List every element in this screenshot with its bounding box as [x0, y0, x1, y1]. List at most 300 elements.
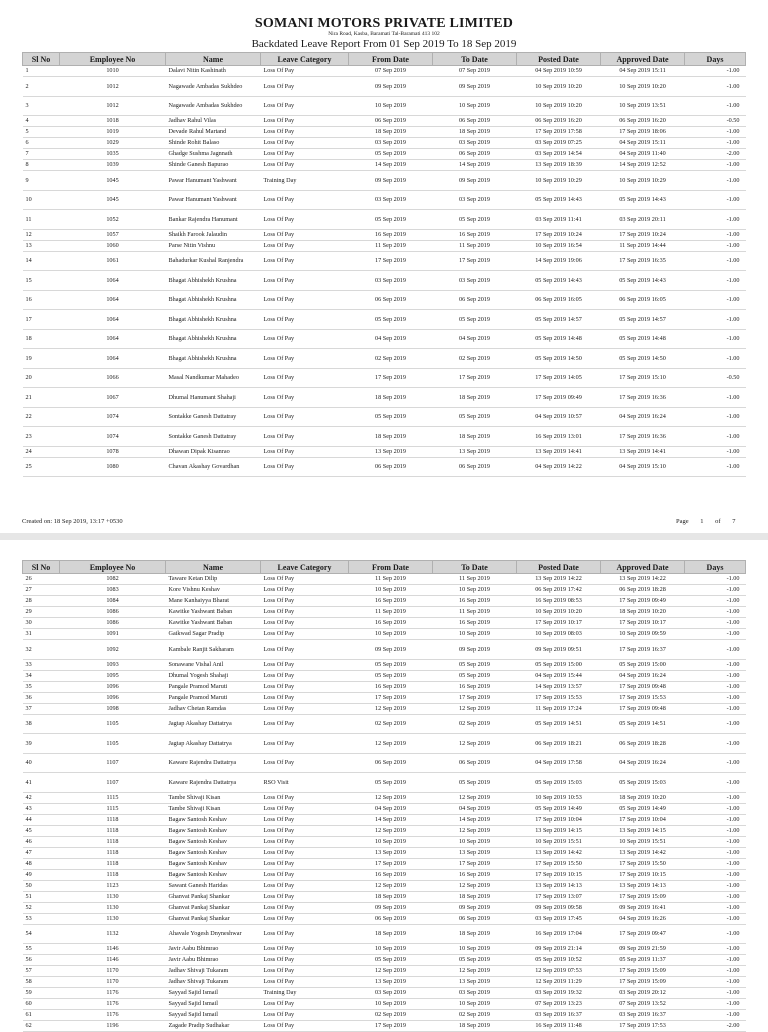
- cell-posted-date: 04 Sep 2019 17:58: [517, 753, 601, 773]
- cell-sl-no: 35: [23, 681, 60, 692]
- cell-sl-no: 13: [23, 240, 60, 251]
- table-row: [23, 692, 746, 703]
- cell-approved-date: 03 Sep 2019 20:12: [601, 988, 685, 999]
- cell-from-date: 18 Sep 2019: [349, 388, 433, 408]
- cell-posted-date: 11 Sep 2019 17:24: [517, 703, 601, 714]
- cell-approved-date: 14 Sep 2019 12:52: [601, 160, 685, 171]
- cell-employee-no: 1130: [60, 891, 166, 902]
- table-row: [23, 251, 746, 271]
- cell-days: -1.00: [685, 210, 746, 230]
- cell-name: Mane Kanhaiyya Bharat: [166, 596, 261, 607]
- cell-sl-no: 43: [23, 803, 60, 814]
- cell-from-date: 02 Sep 2019: [349, 349, 433, 369]
- table-row: [23, 618, 746, 629]
- cell-name: Kambale Ranjit Sakharam: [166, 640, 261, 660]
- table-row: [23, 847, 746, 858]
- cell-days: -1.00: [685, 290, 746, 310]
- cell-approved-date: 09 Sep 2019 21:59: [601, 944, 685, 955]
- table-row: [23, 446, 746, 457]
- cell-employee-no: 1176: [60, 999, 166, 1010]
- cell-sl-no: 30: [23, 618, 60, 629]
- cell-posted-date: 13 Sep 2019 14:42: [517, 847, 601, 858]
- cell-from-date: 16 Sep 2019: [349, 596, 433, 607]
- cell-sl-no: 22: [23, 407, 60, 427]
- cell-days: -1.00: [685, 977, 746, 988]
- cell-to-date: 11 Sep 2019: [433, 574, 517, 585]
- cell-approved-date: 05 Sep 2019 14:51: [601, 714, 685, 734]
- table-row: [23, 988, 746, 999]
- cell-employee-no: 1084: [60, 596, 166, 607]
- cell-sl-no: 34: [23, 670, 60, 681]
- cell-to-date: 18 Sep 2019: [433, 891, 517, 902]
- cell-approved-date: 03 Sep 2019 16:37: [601, 1010, 685, 1021]
- cell-leave-category: Loss Of Pay: [261, 792, 349, 803]
- cell-name: Bhagat Abhishekh Krushna: [166, 310, 261, 330]
- table-row: [23, 427, 746, 447]
- cell-posted-date: 09 Sep 2019 09:58: [517, 902, 601, 913]
- cell-from-date: 05 Sep 2019: [349, 659, 433, 670]
- table-row: [23, 773, 746, 793]
- table-row: [23, 659, 746, 670]
- cell-from-date: 04 Sep 2019: [349, 329, 433, 349]
- table-row: [23, 891, 746, 902]
- cell-to-date: 11 Sep 2019: [433, 607, 517, 618]
- cell-posted-date: 05 Sep 2019 15:00: [517, 659, 601, 670]
- cell-name: Bagaw Santosh Keshav: [166, 847, 261, 858]
- cell-approved-date: 17 Sep 2019 15:09: [601, 891, 685, 902]
- company-address: Nira Road, Kasba, Baramati Tal-Baramati 413 102: [328, 31, 440, 37]
- cell-name: Bagaw Santosh Keshav: [166, 869, 261, 880]
- cell-employee-no: 1086: [60, 607, 166, 618]
- cell-sl-no: 48: [23, 858, 60, 869]
- cell-days: -1.00: [685, 869, 746, 880]
- cell-name: Devade Rahul Martand: [166, 127, 261, 138]
- cell-to-date: 16 Sep 2019: [433, 596, 517, 607]
- cell-leave-category: Loss Of Pay: [261, 116, 349, 127]
- cell-sl-no: 21: [23, 388, 60, 408]
- cell-name: Jadhav Rahul Vilas: [166, 116, 261, 127]
- cell-posted-date: 12 Sep 2019 11:29: [517, 977, 601, 988]
- cell-to-date: 12 Sep 2019: [433, 792, 517, 803]
- cell-approved-date: 17 Sep 2019 10:24: [601, 229, 685, 240]
- cell-posted-date: 17 Sep 2019 10:17: [517, 618, 601, 629]
- cell-days: -1.00: [685, 692, 746, 703]
- cell-leave-category: Loss Of Pay: [261, 149, 349, 160]
- cell-leave-category: Loss Of Pay: [261, 891, 349, 902]
- cell-to-date: 17 Sep 2019: [433, 368, 517, 388]
- cell-approved-date: 17 Sep 2019 16:36: [601, 388, 685, 408]
- cell-from-date: 12 Sep 2019: [349, 792, 433, 803]
- cell-sl-no: 19: [23, 349, 60, 369]
- table-header-row: [23, 561, 746, 574]
- page-indicator: [676, 518, 745, 525]
- cell-days: -1.00: [685, 703, 746, 714]
- table-row: [23, 1021, 746, 1032]
- cell-name: Zagade Pradip Sudhakar: [166, 1021, 261, 1032]
- cell-to-date: 18 Sep 2019: [433, 127, 517, 138]
- cell-to-date: 09 Sep 2019: [433, 171, 517, 191]
- cell-employee-no: 1035: [60, 149, 166, 160]
- cell-from-date: 18 Sep 2019: [349, 127, 433, 138]
- cell-name: Ghadge Sushma Jagnnath: [166, 149, 261, 160]
- cell-posted-date: 10 Sep 2019 10:29: [517, 171, 601, 191]
- cell-name: Sayyad Sajid Ismail: [166, 999, 261, 1010]
- cell-leave-category: Training Day: [261, 171, 349, 191]
- cell-employee-no: 1092: [60, 640, 166, 660]
- cell-from-date: 10 Sep 2019: [349, 999, 433, 1010]
- cell-name: Taware Ketan Dilip: [166, 574, 261, 585]
- cell-leave-category: Loss Of Pay: [261, 714, 349, 734]
- table-row: [23, 240, 746, 251]
- cell-from-date: 12 Sep 2019: [349, 825, 433, 836]
- cell-posted-date: 13 Sep 2019 18:39: [517, 160, 601, 171]
- col-days: Days: [685, 53, 746, 66]
- cell-posted-date: 09 Sep 2019 21:14: [517, 944, 601, 955]
- cell-from-date: 10 Sep 2019: [349, 96, 433, 116]
- cell-posted-date: 10 Sep 2019 10:20: [517, 607, 601, 618]
- table-row: [23, 66, 746, 77]
- cell-to-date: 10 Sep 2019: [433, 96, 517, 116]
- cell-posted-date: 17 Sep 2019 15:50: [517, 858, 601, 869]
- cell-name: Parse Nitin Vishnu: [166, 240, 261, 251]
- cell-posted-date: 03 Sep 2019 19:32: [517, 988, 601, 999]
- cell-leave-category: Loss Of Pay: [261, 77, 349, 97]
- cell-approved-date: 05 Sep 2019 15:03: [601, 773, 685, 793]
- col-from-date: From Date: [349, 561, 433, 574]
- cell-posted-date: 06 Sep 2019 16:05: [517, 290, 601, 310]
- cell-leave-category: Loss Of Pay: [261, 659, 349, 670]
- cell-approved-date: 05 Sep 2019 14:50: [601, 349, 685, 369]
- cell-name: Kawitke Yashwant Baban: [166, 618, 261, 629]
- cell-posted-date: 13 Sep 2019 14:13: [517, 880, 601, 891]
- cell-employee-no: 1095: [60, 670, 166, 681]
- cell-leave-category: Loss Of Pay: [261, 585, 349, 596]
- cell-days: -1.00: [685, 999, 746, 1010]
- cell-employee-no: 1132: [60, 924, 166, 944]
- cell-sl-no: 10: [23, 190, 60, 210]
- cell-leave-category: Loss Of Pay: [261, 127, 349, 138]
- cell-approved-date: 05 Sep 2019 15:00: [601, 659, 685, 670]
- cell-sl-no: 7: [23, 149, 60, 160]
- cell-approved-date: 05 Sep 2019 14:49: [601, 803, 685, 814]
- cell-approved-date: 04 Sep 2019 15:11: [601, 138, 685, 149]
- cell-name: Ghanvat Pankaj Shankar: [166, 913, 261, 924]
- cell-approved-date: 06 Sep 2019 18:28: [601, 734, 685, 754]
- cell-to-date: 09 Sep 2019: [433, 902, 517, 913]
- cell-days: -1.00: [685, 96, 746, 116]
- cell-name: Nagawade Ambadas Sukhdeo: [166, 96, 261, 116]
- cell-days: -1.00: [685, 190, 746, 210]
- cell-days: -1.00: [685, 388, 746, 408]
- cell-sl-no: 38: [23, 714, 60, 734]
- cell-to-date: 06 Sep 2019: [433, 149, 517, 160]
- cell-to-date: 06 Sep 2019: [433, 116, 517, 127]
- col-approved-date: Approved Date: [601, 561, 685, 574]
- cell-posted-date: 17 Sep 2019 10:24: [517, 229, 601, 240]
- cell-sl-no: 56: [23, 955, 60, 966]
- cell-days: -1.00: [685, 924, 746, 944]
- cell-employee-no: 1170: [60, 977, 166, 988]
- cell-employee-no: 1176: [60, 1010, 166, 1021]
- cell-days: -1.00: [685, 271, 746, 291]
- cell-from-date: 10 Sep 2019: [349, 585, 433, 596]
- cell-employee-no: 1067: [60, 388, 166, 408]
- cell-sl-no: 26: [23, 574, 60, 585]
- cell-leave-category: Loss Of Pay: [261, 457, 349, 477]
- cell-to-date: 06 Sep 2019: [433, 913, 517, 924]
- table-row: [23, 190, 746, 210]
- cell-leave-category: Loss Of Pay: [261, 640, 349, 660]
- cell-approved-date: 17 Sep 2019 17:53: [601, 1021, 685, 1032]
- cell-name: Bankar Rajendra Hanumant: [166, 210, 261, 230]
- cell-name: Tambe Shivaji Kisan: [166, 792, 261, 803]
- cell-name: Bagaw Santosh Keshav: [166, 825, 261, 836]
- cell-employee-no: 1045: [60, 190, 166, 210]
- cell-employee-no: 1123: [60, 880, 166, 891]
- cell-leave-category: Loss Of Pay: [261, 825, 349, 836]
- cell-from-date: 06 Sep 2019: [349, 753, 433, 773]
- cell-sl-no: 29: [23, 607, 60, 618]
- cell-posted-date: 17 Sep 2019 15:53: [517, 692, 601, 703]
- cell-to-date: 17 Sep 2019: [433, 251, 517, 271]
- cell-name: Dalavi Nitin Kashinath: [166, 66, 261, 77]
- cell-posted-date: 10 Sep 2019 08:03: [517, 629, 601, 640]
- cell-posted-date: 17 Sep 2019 17:58: [517, 127, 601, 138]
- cell-sl-no: 31: [23, 629, 60, 640]
- table-row: [23, 924, 746, 944]
- cell-leave-category: Loss Of Pay: [261, 160, 349, 171]
- cell-posted-date: 05 Sep 2019 14:43: [517, 190, 601, 210]
- col-name: Name: [166, 561, 261, 574]
- cell-to-date: 05 Sep 2019: [433, 210, 517, 230]
- cell-posted-date: 06 Sep 2019 16:20: [517, 116, 601, 127]
- cell-days: -1.00: [685, 138, 746, 149]
- cell-approved-date: 17 Sep 2019 15:09: [601, 977, 685, 988]
- cell-posted-date: 05 Sep 2019 15:03: [517, 773, 601, 793]
- cell-posted-date: 05 Sep 2019 14:43: [517, 271, 601, 291]
- cell-leave-category: Loss Of Pay: [261, 210, 349, 230]
- cell-from-date: 17 Sep 2019: [349, 858, 433, 869]
- cell-leave-category: Loss Of Pay: [261, 814, 349, 825]
- cell-employee-no: 1118: [60, 847, 166, 858]
- cell-approved-date: 10 Sep 2019 10:20: [601, 77, 685, 97]
- cell-from-date: 12 Sep 2019: [349, 880, 433, 891]
- table-row: [23, 388, 746, 408]
- cell-to-date: 13 Sep 2019: [433, 977, 517, 988]
- cell-approved-date: 17 Sep 2019 15:10: [601, 368, 685, 388]
- cell-name: Bhagat Abhishekh Krushna: [166, 271, 261, 291]
- cell-from-date: 09 Sep 2019: [349, 77, 433, 97]
- table-row: [23, 77, 746, 97]
- cell-from-date: 17 Sep 2019: [349, 692, 433, 703]
- cell-posted-date: 13 Sep 2019 14:15: [517, 825, 601, 836]
- cell-to-date: 07 Sep 2019: [433, 66, 517, 77]
- cell-approved-date: 17 Sep 2019 18:06: [601, 127, 685, 138]
- cell-posted-date: 04 Sep 2019 10:59: [517, 66, 601, 77]
- table-row: [23, 210, 746, 230]
- cell-employee-no: 1118: [60, 825, 166, 836]
- cell-leave-category: Loss Of Pay: [261, 966, 349, 977]
- cell-to-date: 06 Sep 2019: [433, 290, 517, 310]
- cell-to-date: 09 Sep 2019: [433, 640, 517, 660]
- cell-approved-date: 17 Sep 2019 10:15: [601, 869, 685, 880]
- cell-name: Jagtap Akashay Dattatrya: [166, 734, 261, 754]
- cell-from-date: 07 Sep 2019: [349, 66, 433, 77]
- cell-employee-no: 1146: [60, 944, 166, 955]
- col-posted-date: Posted Date: [517, 53, 601, 66]
- cell-days: -1.00: [685, 407, 746, 427]
- cell-leave-category: Loss Of Pay: [261, 880, 349, 891]
- cell-employee-no: 1060: [60, 240, 166, 251]
- cell-sl-no: 16: [23, 290, 60, 310]
- cell-from-date: 02 Sep 2019: [349, 1010, 433, 1021]
- page-number: 1: [700, 518, 704, 525]
- cell-from-date: 12 Sep 2019: [349, 703, 433, 714]
- cell-posted-date: 12 Sep 2019 07:53: [517, 966, 601, 977]
- cell-name: Sontakke Ganesh Dattatray: [166, 407, 261, 427]
- cell-approved-date: 05 Sep 2019 14:48: [601, 329, 685, 349]
- cell-name: Shaikh Farook Jalaudin: [166, 229, 261, 240]
- cell-employee-no: 1118: [60, 858, 166, 869]
- cell-days: -1.00: [685, 574, 746, 585]
- table-row: [23, 955, 746, 966]
- cell-from-date: 12 Sep 2019: [349, 734, 433, 754]
- cell-leave-category: Loss Of Pay: [261, 407, 349, 427]
- cell-days: -1.00: [685, 596, 746, 607]
- cell-name: Gaikwad Sagar Pradip: [166, 629, 261, 640]
- table-row: [23, 138, 746, 149]
- table-row: [23, 368, 746, 388]
- cell-approved-date: 05 Sep 2019 14:43: [601, 190, 685, 210]
- cell-name: Sayyad Sajid Ismail: [166, 988, 261, 999]
- cell-name: Kore Vishnu Keshav: [166, 585, 261, 596]
- cell-approved-date: 13 Sep 2019 14:42: [601, 847, 685, 858]
- cell-name: Shinde Rohit Balaso: [166, 138, 261, 149]
- cell-sl-no: 46: [23, 836, 60, 847]
- cell-days: -1.00: [685, 803, 746, 814]
- page-separator: [0, 533, 768, 540]
- table-row: [23, 585, 746, 596]
- table-row: [23, 836, 746, 847]
- cell-sl-no: 58: [23, 977, 60, 988]
- cell-to-date: 16 Sep 2019: [433, 681, 517, 692]
- cell-leave-category: Loss Of Pay: [261, 999, 349, 1010]
- cell-leave-category: Loss Of Pay: [261, 836, 349, 847]
- cell-employee-no: 1115: [60, 792, 166, 803]
- cell-days: -1.00: [685, 792, 746, 803]
- cell-sl-no: 59: [23, 988, 60, 999]
- cell-employee-no: 1064: [60, 310, 166, 330]
- cell-from-date: 06 Sep 2019: [349, 290, 433, 310]
- cell-name: Javir Aabu Bhimrao: [166, 944, 261, 955]
- cell-approved-date: 04 Sep 2019 15:11: [601, 66, 685, 77]
- cell-from-date: 18 Sep 2019: [349, 891, 433, 902]
- cell-to-date: 02 Sep 2019: [433, 349, 517, 369]
- cell-days: -1.00: [685, 659, 746, 670]
- cell-approved-date: 10 Sep 2019 13:51: [601, 96, 685, 116]
- cell-approved-date: 06 Sep 2019 16:05: [601, 290, 685, 310]
- cell-from-date: 11 Sep 2019: [349, 574, 433, 585]
- cell-leave-category: Loss Of Pay: [261, 858, 349, 869]
- cell-approved-date: 05 Sep 2019 11:37: [601, 955, 685, 966]
- cell-sl-no: 8: [23, 160, 60, 171]
- cell-sl-no: 24: [23, 446, 60, 457]
- cell-employee-no: 1098: [60, 703, 166, 714]
- cell-from-date: 14 Sep 2019: [349, 814, 433, 825]
- cell-to-date: 13 Sep 2019: [433, 847, 517, 858]
- table-row: [23, 116, 746, 127]
- cell-employee-no: 1096: [60, 692, 166, 703]
- cell-from-date: 10 Sep 2019: [349, 944, 433, 955]
- table-row: [23, 457, 746, 477]
- cell-from-date: 17 Sep 2019: [349, 1021, 433, 1032]
- cell-sl-no: 32: [23, 640, 60, 660]
- cell-name: Sayyad Sajid Ismail: [166, 1010, 261, 1021]
- cell-approved-date: 04 Sep 2019 16:24: [601, 407, 685, 427]
- cell-sl-no: 11: [23, 210, 60, 230]
- cell-days: -1.00: [685, 457, 746, 477]
- cell-leave-category: Loss Of Pay: [261, 607, 349, 618]
- cell-name: Bagaw Santosh Keshav: [166, 858, 261, 869]
- cell-days: -1.00: [685, 446, 746, 457]
- cell-approved-date: 11 Sep 2019 14:44: [601, 240, 685, 251]
- cell-days: -1.00: [685, 640, 746, 660]
- cell-posted-date: 13 Sep 2019 14:22: [517, 574, 601, 585]
- cell-approved-date: 04 Sep 2019 15:10: [601, 457, 685, 477]
- cell-from-date: 03 Sep 2019: [349, 138, 433, 149]
- table-row: [23, 714, 746, 734]
- cell-leave-category: Loss Of Pay: [261, 329, 349, 349]
- cell-employee-no: 1146: [60, 955, 166, 966]
- cell-to-date: 18 Sep 2019: [433, 388, 517, 408]
- cell-employee-no: 1012: [60, 77, 166, 97]
- cell-name: Bahadurkar Kushal Ranjendra: [166, 251, 261, 271]
- cell-sl-no: 5: [23, 127, 60, 138]
- report-page-2: [0, 540, 768, 1030]
- table-row: [23, 96, 746, 116]
- cell-name: Shinde Ganesh Bapurao: [166, 160, 261, 171]
- cell-leave-category: Loss Of Pay: [261, 138, 349, 149]
- cell-leave-category: Loss Of Pay: [261, 229, 349, 240]
- cell-from-date: 12 Sep 2019: [349, 966, 433, 977]
- table-row: [23, 977, 746, 988]
- cell-name: Pawar Hanumant Yashwant: [166, 171, 261, 191]
- cell-leave-category: Loss Of Pay: [261, 913, 349, 924]
- cell-name: Jadhav Shivaji Tukaram: [166, 966, 261, 977]
- cell-approved-date: 09 Sep 2019 16:41: [601, 902, 685, 913]
- cell-leave-category: Loss Of Pay: [261, 847, 349, 858]
- page-word: Page: [676, 518, 689, 525]
- col-employee-no: Employee No: [60, 53, 166, 66]
- col-name: Name: [166, 53, 261, 66]
- cell-employee-no: 1074: [60, 407, 166, 427]
- cell-leave-category: Loss Of Pay: [261, 96, 349, 116]
- cell-from-date: 09 Sep 2019: [349, 171, 433, 191]
- cell-sl-no: 41: [23, 773, 60, 793]
- col-employee-no: Employee No: [60, 561, 166, 574]
- cell-sl-no: 52: [23, 902, 60, 913]
- cell-posted-date: 14 Sep 2019 13:57: [517, 681, 601, 692]
- table-row: [23, 966, 746, 977]
- cell-posted-date: 05 Sep 2019 10:52: [517, 955, 601, 966]
- cell-to-date: 16 Sep 2019: [433, 618, 517, 629]
- cell-to-date: 05 Sep 2019: [433, 310, 517, 330]
- cell-posted-date: 16 Sep 2019 13:01: [517, 427, 601, 447]
- cell-days: -1.00: [685, 229, 746, 240]
- cell-employee-no: 1045: [60, 171, 166, 191]
- cell-from-date: 16 Sep 2019: [349, 869, 433, 880]
- cell-days: -1.00: [685, 607, 746, 618]
